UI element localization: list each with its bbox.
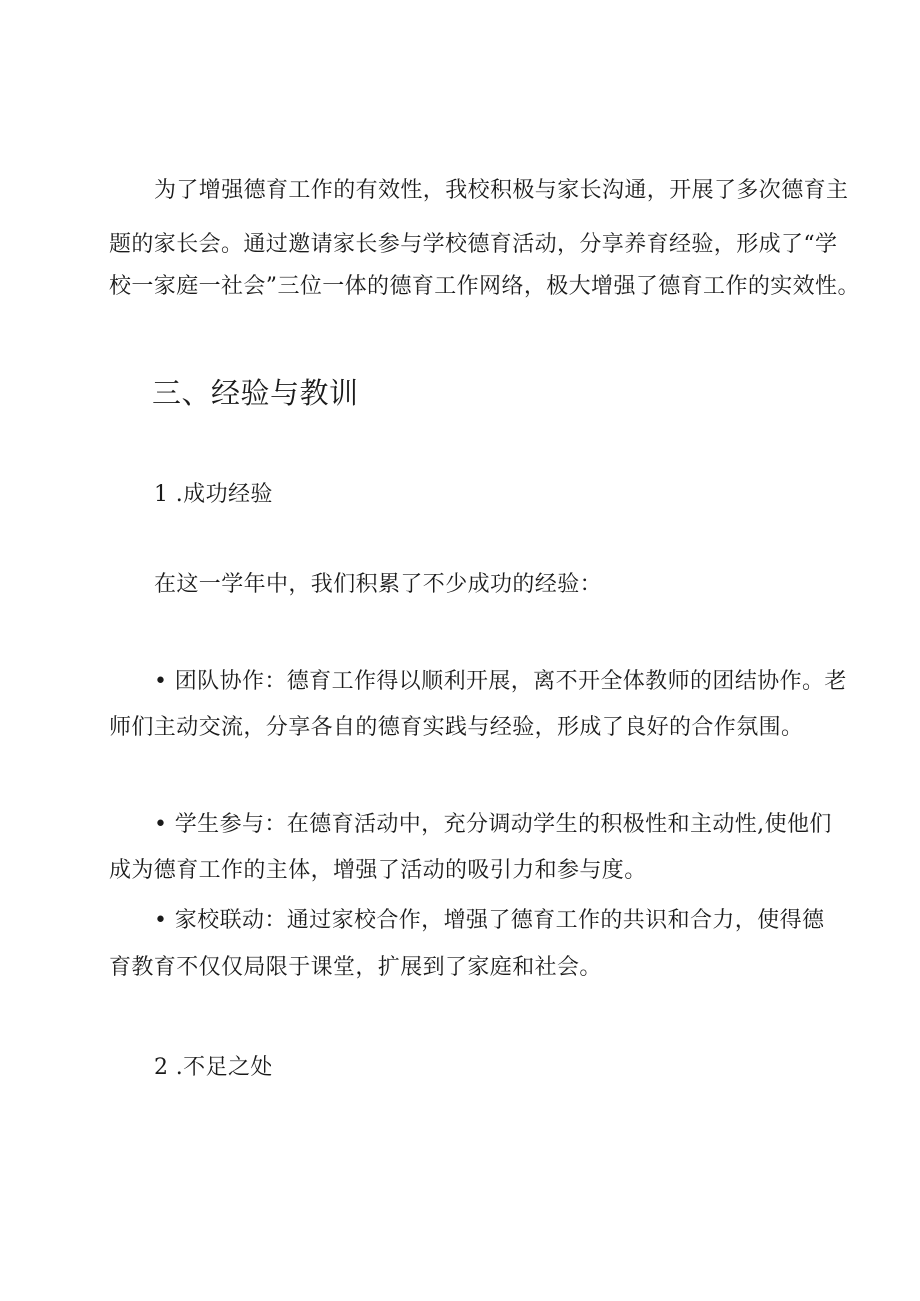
bullet-item-line: • 家校联动：通过家校合作，增强了德育工作的共识和合力，使得德 [154, 908, 825, 933]
bullet-item-line: 师们主动交流，分享各自的德育实践与经验，形成了良好的合作氛围。 [109, 715, 804, 740]
bullet-item-line: • 团队协作：德育工作得以顺利开展，离不开全体教师的团结协作。老 [154, 669, 847, 694]
bullet-item-line: 成为德育工作的主体，增强了活动的吸引力和参与度。 [109, 858, 647, 883]
bullet-item-line: 育教育不仅仅局限于课堂，扩展到了家庭和社会。 [109, 955, 602, 980]
bullet-item-line: • 学生参与：在德育活动中，充分调动学生的积极性和主动性,使他们 [154, 812, 832, 837]
section-heading: 三、经验与教训 [152, 376, 359, 410]
paragraph-line: 校一家庭一社会”三位一体的德育工作网络，极大增强了德育工作的实效性。 [109, 274, 860, 299]
paragraph-line: 为了增强德育工作的有效性，我校积极与家长沟通，开展了多次德育主 [154, 178, 849, 203]
subsection-title: 1 .成功经验 [154, 482, 273, 507]
paragraph-line: 题的家长会。通过邀请家长参与学校德育活动，分享养育经验，形成了“学 [109, 232, 838, 257]
paragraph-line: 在这一学年中，我们积累了不少成功的经验： [154, 572, 603, 597]
subsection-title: 2 .不足之处 [154, 1055, 273, 1080]
